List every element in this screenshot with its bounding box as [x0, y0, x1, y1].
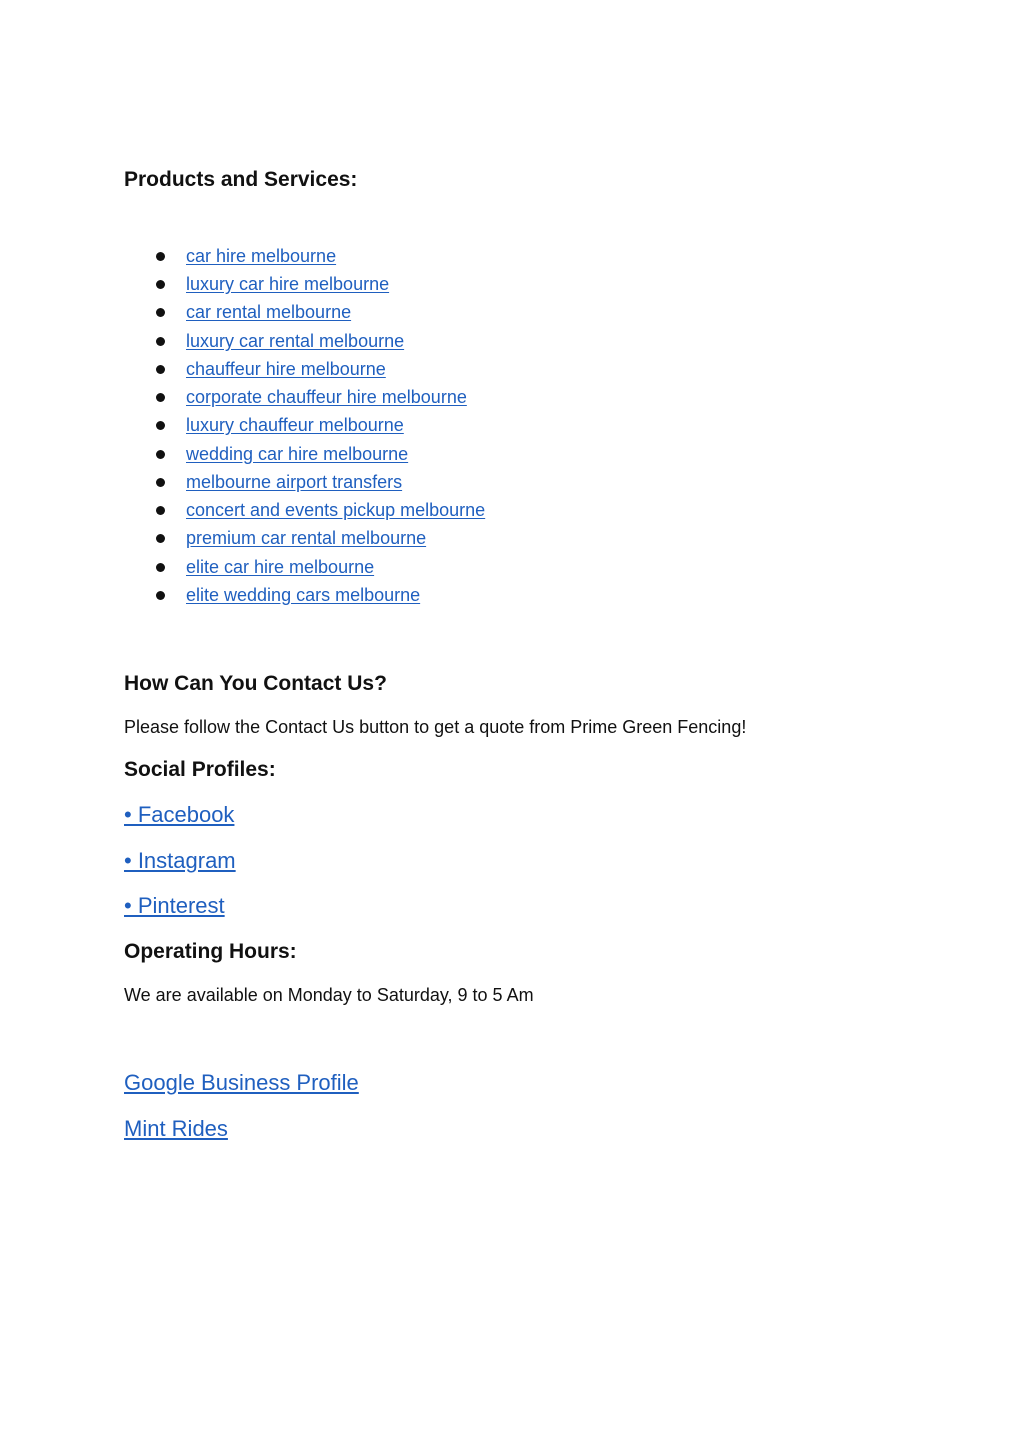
service-link-chauffeur-hire[interactable]: chauffeur hire melbourne — [186, 359, 386, 379]
bullet-icon — [156, 421, 165, 430]
mint-rides-link[interactable]: Mint Rides — [124, 1116, 228, 1141]
bullet-icon — [156, 337, 165, 346]
list-item — [155, 329, 404, 353]
contact-heading: How Can You Contact Us? — [124, 672, 387, 695]
pinterest-link[interactable]: • Pinterest — [124, 893, 225, 918]
google-business-profile-link[interactable]: Google Business Profile — [124, 1070, 359, 1095]
bullet-icon — [156, 591, 165, 600]
bullet-icon — [156, 308, 165, 317]
facebook-link[interactable]: • Facebook — [124, 802, 235, 827]
bullet-icon — [156, 393, 165, 402]
service-link-concert-events[interactable]: concert and events pickup melbourne — [186, 500, 486, 520]
list-item — [155, 244, 336, 268]
service-link-corporate-chauffeur[interactable]: corporate chauffeur hire melbourne — [186, 387, 467, 407]
service-link-airport-transfers[interactable]: melbourne airport transfers — [186, 472, 403, 492]
service-link-car-hire[interactable]: car hire melbourne — [186, 246, 337, 266]
instagram-link[interactable]: • Instagram — [124, 848, 236, 873]
service-link-luxury-car-rental[interactable]: luxury car rental melbourne — [186, 331, 405, 351]
bullet-icon — [156, 478, 165, 487]
service-link-luxury-chauffeur[interactable]: luxury chauffeur melbourne — [186, 415, 404, 435]
hours-text: We are available on Monday to Saturday, 9 to 5 Am — [124, 985, 534, 1005]
bullet-icon — [156, 252, 165, 261]
contact-text: Please follow the Contact Us button to get a quote from Prime Green Fencing! — [124, 717, 747, 737]
service-link-elite-wedding-cars[interactable]: elite wedding cars melbourne — [186, 585, 421, 605]
bullet-icon — [156, 450, 165, 459]
list-item — [155, 357, 386, 381]
list-item — [155, 470, 402, 494]
service-link-car-rental[interactable]: car rental melbourne — [186, 302, 352, 322]
list-item — [155, 498, 485, 522]
service-link-luxury-car-hire[interactable]: luxury car hire melbourne — [186, 274, 390, 294]
bullet-icon — [156, 280, 165, 289]
list-item — [155, 555, 374, 579]
service-link-wedding-car-hire[interactable]: wedding car hire melbourne — [186, 444, 409, 464]
bullet-icon — [156, 365, 165, 374]
list-item — [155, 300, 351, 324]
list-item — [155, 583, 420, 607]
social-heading: Social Profiles: — [124, 758, 276, 781]
bullet-icon — [156, 506, 165, 515]
service-link-elite-car-hire[interactable]: elite car hire melbourne — [186, 557, 375, 577]
service-link-premium-car-rental[interactable]: premium car rental melbourne — [186, 528, 427, 548]
list-item — [155, 385, 467, 409]
hours-heading: Operating Hours: — [124, 940, 297, 963]
list-item — [155, 413, 404, 437]
list-item — [155, 526, 426, 550]
list-item — [155, 272, 389, 296]
bullet-icon — [156, 563, 165, 572]
products-heading: Products and Services: — [124, 168, 358, 191]
list-item — [155, 442, 408, 466]
bullet-icon — [156, 534, 165, 543]
